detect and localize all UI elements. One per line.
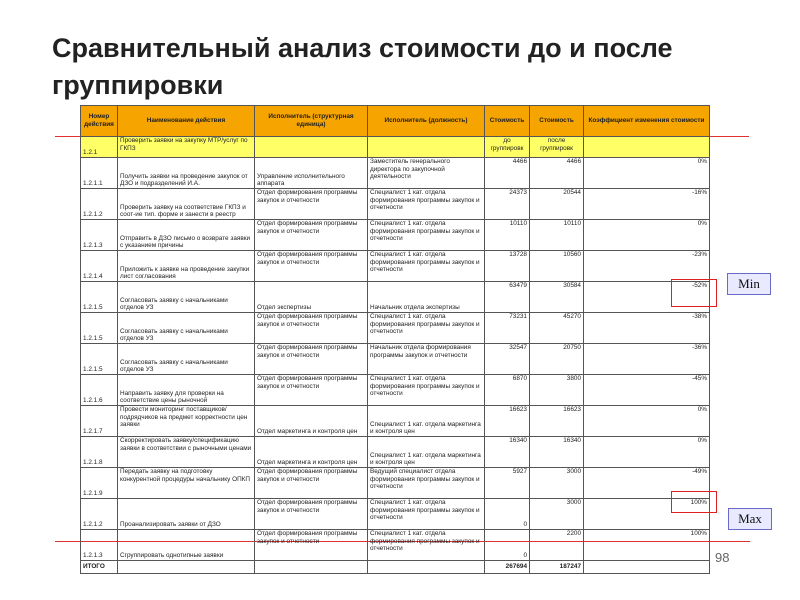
cell-position: Начальник отдела экспертизы [368, 282, 485, 313]
cell-action: Согласовать заявку с начальниками отделов УЗ [118, 313, 255, 344]
total-empty-action [118, 561, 255, 574]
cell-unit: Отдел формирования программы закупок и отчетности [255, 344, 368, 375]
cell-action: Направить заявку для проверки на соответствие цены рыночной [118, 375, 255, 406]
cost-table-wrapper [80, 105, 709, 574]
cell-position: Специалист 1 кат. отдела формирования программы закупок и отчетности [368, 251, 485, 282]
cell-cost-before: 0 [485, 530, 530, 561]
cell-num: 1.2.1.1 [81, 158, 118, 189]
cell-coef: -16% [584, 189, 710, 220]
total-cost-after: 187247 [530, 561, 584, 574]
table-row [81, 499, 710, 530]
cell-unit: Управление исполнительного аппарата [255, 158, 368, 189]
cell-cost-after: 30584 [530, 282, 584, 313]
cell-unit: Отдел формирования программы закупок и отчетности [255, 468, 368, 499]
cell-num: 1.2.1 [81, 137, 118, 158]
cell-coef: 100% [584, 530, 710, 561]
header-action: Наименование действия [118, 106, 255, 137]
cell-unit: Отдел формирования программы закупок и отчетности [255, 189, 368, 220]
cell-num: 1.2.1.6 [81, 375, 118, 406]
cell-unit: Отдел формирования программы закупок и отчетности [255, 375, 368, 406]
cell-position: Специалист 1 кат. отдела формирования программы закупок и отчетности [368, 375, 485, 406]
slide-title: Сравнительный анализ стоимости до и после группировки [52, 33, 673, 100]
table-row [81, 313, 710, 344]
cell-position: Специалист 1 кат. отдела формирования программы закупок и отчетности [368, 220, 485, 251]
header-cost-after: Стоимость [530, 106, 584, 137]
page-number: 98 [715, 550, 730, 565]
cost-comparison-table [80, 105, 710, 574]
cell-action: Провести мониторинг поставщиков/подрядчиков на предмет корректности цен заявки [118, 406, 255, 437]
table-row [81, 251, 710, 282]
cell-position: Заместитель генерального директора по закупочной деятельности [368, 158, 485, 189]
table-row [81, 189, 710, 220]
cell-position: Специалист 1 кат. отдела формирования программы закупок и отчетности [368, 499, 485, 530]
cell-num: 1.2.1.5 [81, 344, 118, 375]
cell-position: Начальник отдела формирования программы закупок и отчетности [368, 344, 485, 375]
cell-action: Проверить заявки на закупку МТР/услуг по ГКПЗ [118, 137, 255, 158]
header-coef: Коэффициент изменения стоимости [584, 106, 710, 137]
cell-cost-before: 13728 [485, 251, 530, 282]
cell-unit: Отдел формирования программы закупок и отчетности [255, 251, 368, 282]
cell-action: Согласовать заявку с начальниками отделов УЗ [118, 344, 255, 375]
accent-line-right [709, 136, 749, 137]
cell-num: 1.2.1.3 [81, 220, 118, 251]
cell-coef: -36% [584, 344, 710, 375]
cell-action: Согласовать заявку с начальниками отделов УЗ [118, 282, 255, 313]
cell-action: Сгруппировать однотипные заявки [118, 530, 255, 561]
header-unit: Исполнитель (структурная единица) [255, 106, 368, 137]
cell-position [368, 137, 485, 158]
cell-cost-before: 32547 [485, 344, 530, 375]
cell-coef: -45% [584, 375, 710, 406]
table-row [81, 344, 710, 375]
max-highlight-box [671, 491, 717, 513]
cell-unit: Отдел формирования программы закупок и отчетности [255, 530, 368, 561]
cell-action: Получить заявки на проведение закупок от ДЗО и подразделений И.А. [118, 158, 255, 189]
cell-position: Специалист 1 кат. отдела маркетинга и контроля цен [368, 406, 485, 437]
header-cost-before: Стоимость [485, 106, 530, 137]
cell-cost-before: 4466 [485, 158, 530, 189]
cell-coef: 0% [584, 406, 710, 437]
table-row [81, 282, 710, 313]
cell-position: Специалист 1 кат. отдела формирования программы закупок и отчетности [368, 313, 485, 344]
cell-cost-after: 10110 [530, 220, 584, 251]
cell-coef: -38% [584, 313, 710, 344]
cell-coef: -52% [584, 282, 710, 313]
cell-num: 1.2.1.5 [81, 282, 118, 313]
cell-position: Специалист 1 кат. отдела маркетинга и контроля цен [368, 437, 485, 468]
cell-action: Передать заявку на подготовку конкурентной процедуры начальнику ОПКП [118, 468, 255, 499]
table-row [81, 137, 710, 158]
cell-coef: -23% [584, 251, 710, 282]
table-row [81, 468, 710, 499]
cell-cost-after: 20544 [530, 189, 584, 220]
cell-action: Проанализировать заявки от ДЗО [118, 499, 255, 530]
cell-coef: 0% [584, 437, 710, 468]
cell-unit: Отдел маркетинга и контроля цен [255, 406, 368, 437]
table-header-row [81, 106, 710, 137]
total-cost-before: 267694 [485, 561, 530, 574]
cell-cost-before: 5927 [485, 468, 530, 499]
table-row [81, 406, 710, 437]
total-label: ИТОГО [81, 561, 118, 574]
table-row [81, 375, 710, 406]
min-highlight-box [671, 279, 717, 307]
header-position: Исполнитель (должность) [368, 106, 485, 137]
cell-action: Проверить заявку на соответствие ГКПЗ и соот-ие тип. форме и занести в реестр [118, 189, 255, 220]
cell-cost-after: 16623 [530, 406, 584, 437]
cell-coef [584, 137, 710, 158]
accent-line-left [55, 136, 80, 137]
cell-cost-before: 0 [485, 499, 530, 530]
table-row [81, 530, 710, 561]
cell-cost-before: до группировк [485, 137, 530, 158]
cell-unit: Отдел маркетинга и контроля цен [255, 437, 368, 468]
cell-cost-after: 16340 [530, 437, 584, 468]
cell-cost-before: 73231 [485, 313, 530, 344]
cell-coef: -49% [584, 468, 710, 499]
cell-cost-after: после группировк [530, 137, 584, 158]
cell-num: 1.2.1.9 [81, 468, 118, 499]
cell-position: Специалист 1 кат. отдела формирования программы закупок и отчетности [368, 530, 485, 561]
cell-cost-after: 4466 [530, 158, 584, 189]
total-empty-coef [584, 561, 710, 574]
cell-unit: Отдел формирования программы закупок и отчетности [255, 313, 368, 344]
cell-num: 1.2.1.2 [81, 499, 118, 530]
cell-action: Отправить в ДЗО письмо о возврате заявки с указанием причины [118, 220, 255, 251]
cell-cost-before: 16623 [485, 406, 530, 437]
cell-cost-after: 3000 [530, 468, 584, 499]
cell-cost-after: 3000 [530, 499, 584, 530]
cell-cost-after: 3800 [530, 375, 584, 406]
cell-position: Специалист 1 кат. отдела формирования программы закупок и отчетности [368, 189, 485, 220]
cell-coef: 0% [584, 158, 710, 189]
cell-num: 1.2.1.5 [81, 313, 118, 344]
cell-num: 1.2.1.2 [81, 189, 118, 220]
min-label: Min [727, 273, 771, 295]
cell-cost-before: 63479 [485, 282, 530, 313]
cell-cost-before: 16340 [485, 437, 530, 468]
cell-action: Скорректировать заявку/спецификацию заявки в соответствии с рыночными ценами [118, 437, 255, 468]
cell-num: 1.2.1.3 [81, 530, 118, 561]
cell-cost-after: 45270 [530, 313, 584, 344]
total-empty-position [368, 561, 485, 574]
cell-coef: 0% [584, 220, 710, 251]
cell-unit: Отдел экспертизы [255, 282, 368, 313]
cell-coef: 100% [584, 499, 710, 530]
header-num: Номер действия [81, 106, 118, 137]
cell-unit: Отдел формирования программы закупок и отчетности [255, 499, 368, 530]
table-total-row [81, 561, 710, 574]
total-empty-unit [255, 561, 368, 574]
cell-num: 1.2.1.4 [81, 251, 118, 282]
table-row [81, 158, 710, 189]
cell-num: 1.2.1.7 [81, 406, 118, 437]
cell-action: Приложить к заявке на проведение закупки лист согласования [118, 251, 255, 282]
cell-cost-before: 6870 [485, 375, 530, 406]
cell-cost-after: 10560 [530, 251, 584, 282]
table-row [81, 220, 710, 251]
cell-unit: Отдел формирования программы закупок и отчетности [255, 220, 368, 251]
max-label: Max [728, 508, 772, 530]
table-row [81, 437, 710, 468]
cell-cost-before: 10110 [485, 220, 530, 251]
cell-cost-after: 20750 [530, 344, 584, 375]
cell-cost-before: 24373 [485, 189, 530, 220]
cell-cost-after: 2200 [530, 530, 584, 561]
cell-num: 1.2.1.8 [81, 437, 118, 468]
cell-unit [255, 137, 368, 158]
cell-position: Ведущий специалист отдела формирования программы закупок и отчетности [368, 468, 485, 499]
